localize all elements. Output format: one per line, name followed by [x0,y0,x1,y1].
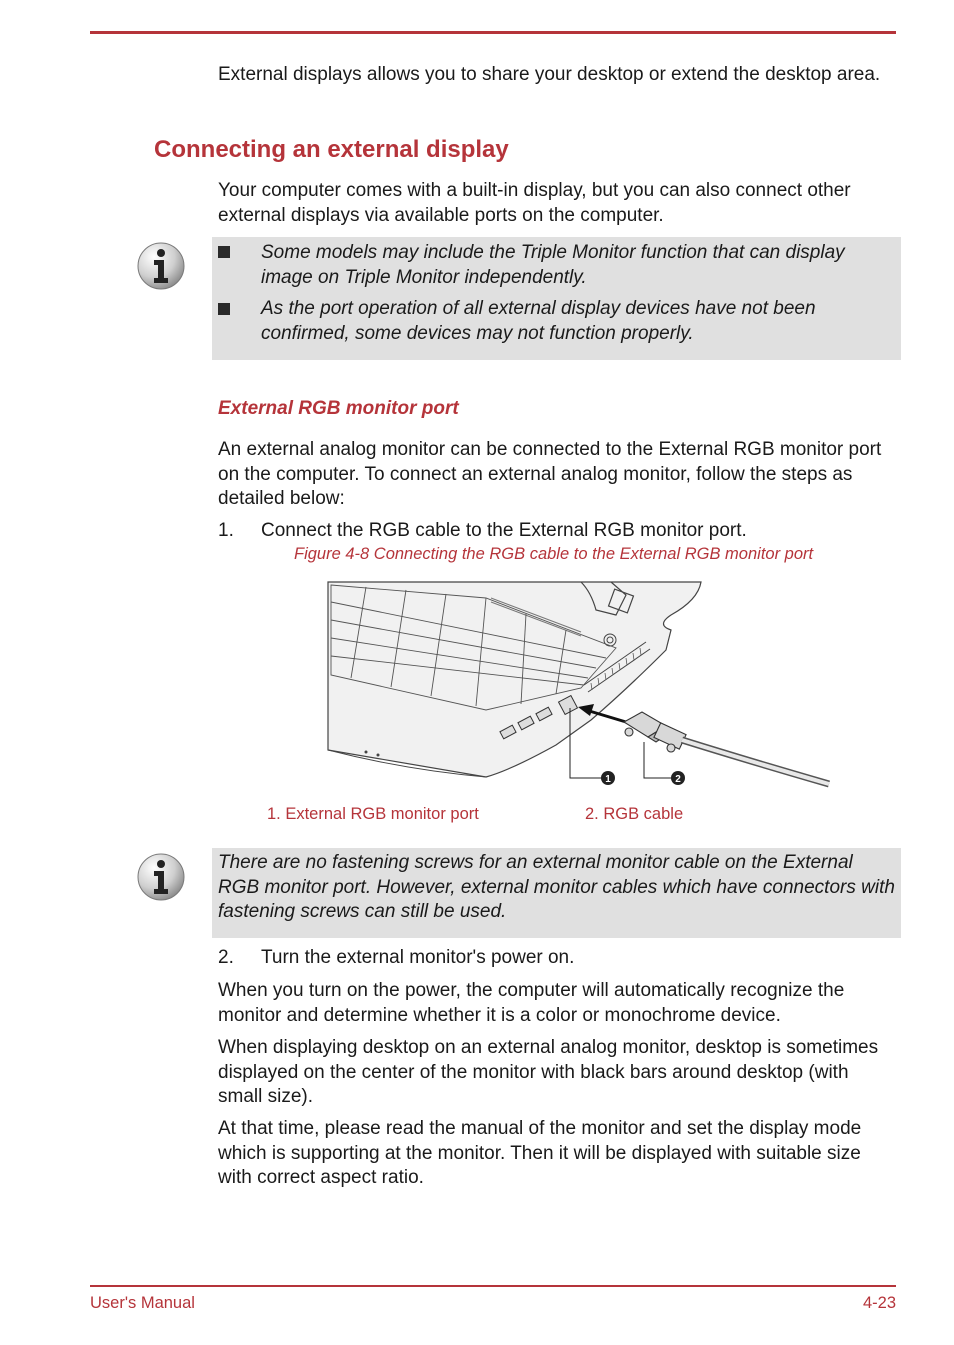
header-rule [90,31,896,34]
callout-1: 1 [605,774,611,785]
footer-rule [90,1285,896,1287]
paragraph: When displaying desktop on an external analog monitor, desktop is sometimes displayed on the center of the monitor with black bars around desktop (with small size). [218,1037,879,1107]
step-text: Turn the external monitor's power on. [261,947,575,968]
note-item: As the port operation of all external display devices have not been confirmed, some devices may not function properly. [261,298,816,344]
bullet-icon [218,246,230,258]
step-number: 2. [218,947,234,968]
step-text: Connect the RGB cable to the External RGB monitor port. [261,520,747,541]
footer-title: User's Manual [90,1294,195,1312]
step-number: 1. [218,520,234,541]
subsection-paragraph: An external analog monitor can be connected to the External RGB monitor port on the computer. To connect an external analog monitor, follow the steps as detailed below: [218,439,882,509]
paragraph: When you turn on the power, the computer will automatically recognize the monitor and determine whether it is a color or monochrome device. [218,980,845,1026]
note-text: There are no fastening screws for an external monitor cable on the External RGB monitor port. However, external monitor cables which have connectors with fastening screws can still be used. [218,852,895,922]
intro-paragraph: External displays allows you to share your desktop or extend the desktop area. [218,64,881,85]
callout-2: 2 [675,774,681,785]
subsection-heading: External RGB monitor port [218,398,459,419]
info-icon [136,240,186,292]
figure-caption: Figure 4-8 Connecting the RGB cable to the External RGB monitor port [294,545,814,563]
paragraph: At that time, please read the manual of the monitor and set the display mode which is supporting at the monitor. Then it will be displayed with suitable size with correct aspect ratio. [218,1118,862,1188]
page-number: 4-23 [862,1294,896,1312]
bullet-icon [218,303,230,315]
section-heading: Connecting an external display [154,136,509,163]
info-icon [136,851,186,903]
legend-item: 2. RGB cable [585,805,684,823]
laptop-rgb-illustration [326,580,831,795]
legend-item: 1. External RGB monitor port [267,805,479,823]
note-item: Some models may include the Triple Monitor function that can display image on Triple Monitor independently. [261,242,845,288]
section-paragraph: Your computer comes with a built-in display, but you can also connect other external displays via available ports on the computer. [218,180,851,226]
